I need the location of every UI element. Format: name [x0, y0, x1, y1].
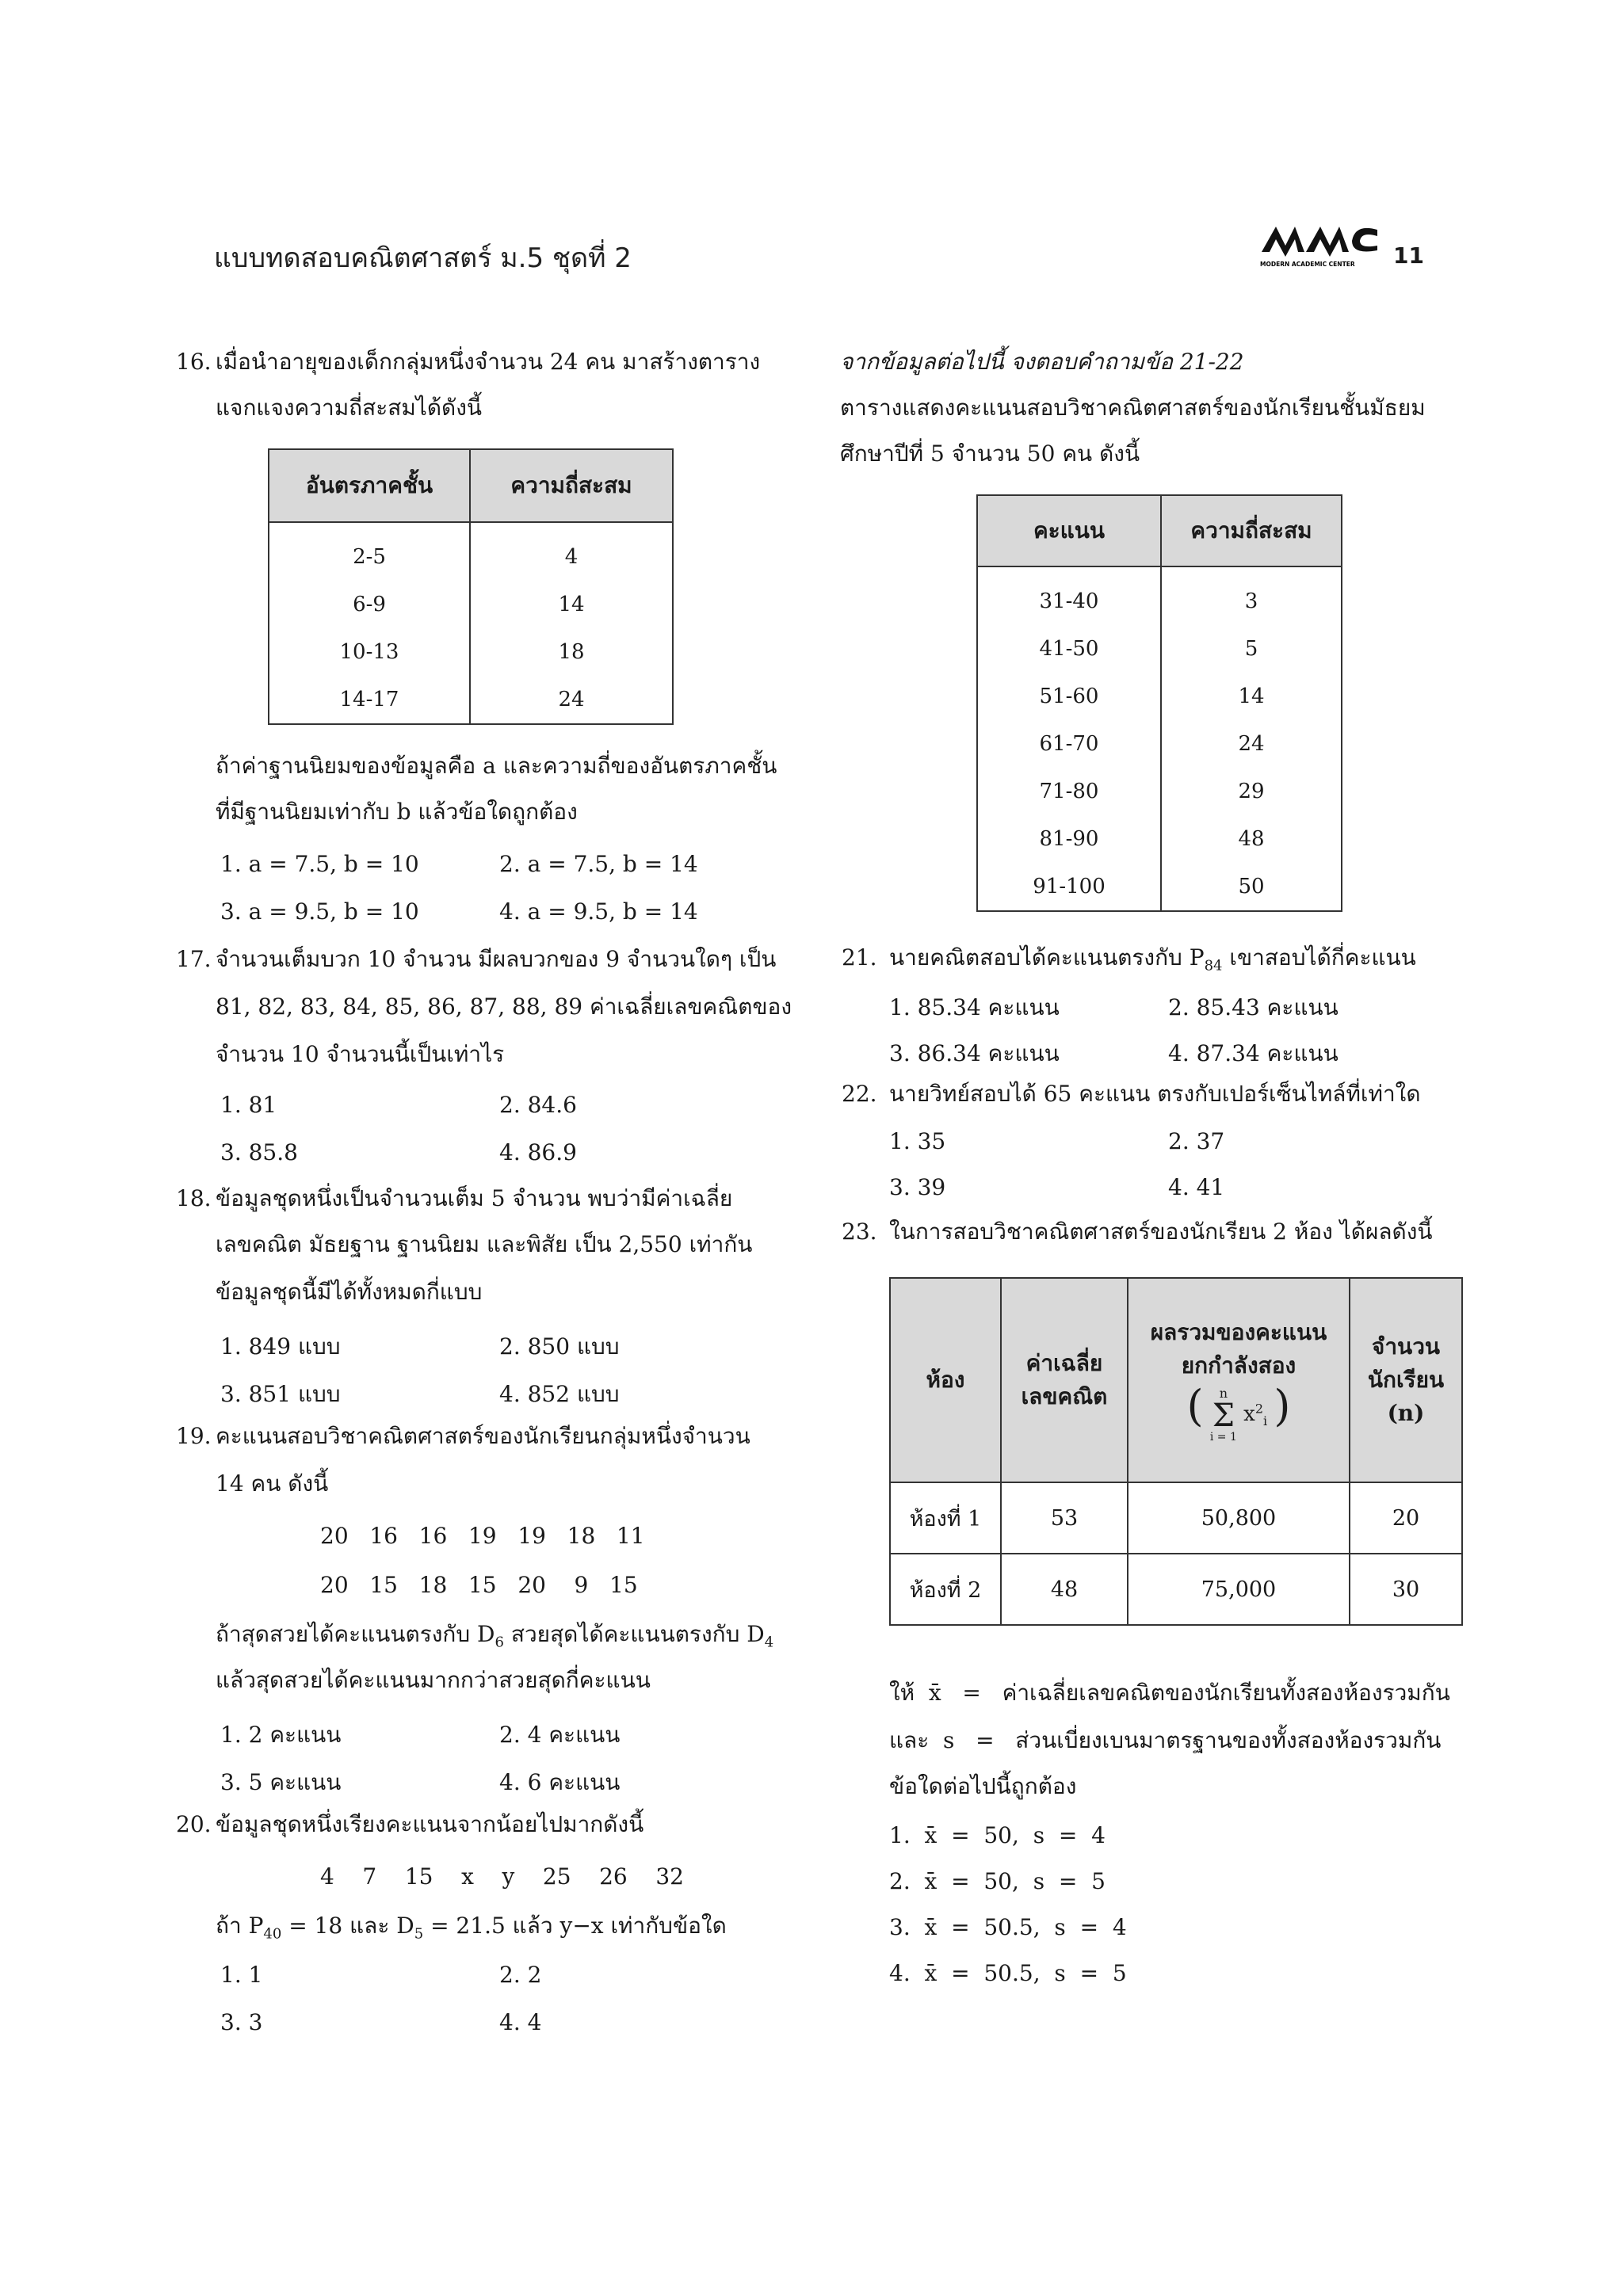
table-row: [977, 768, 1342, 815]
q19-option-3: 3. 5 คะแนน: [220, 1769, 342, 1795]
q23-after-2: และ s = ส่วนเบี่ยงเบนมาตรฐานของทั้งสองห้องรวมกัน: [889, 1727, 1442, 1753]
intro-2122-heading: จากข้อมูลต่อไปนี้ จงตอบคำถามข้อ 21-22: [840, 349, 1244, 375]
q16-table-header: [269, 449, 673, 522]
table-row: [269, 522, 673, 581]
q16-after-1: ถ้าค่าฐานนิยมของข้อมูลคือ a และความถี่ของอันตรภาคชั้น: [216, 753, 777, 779]
q21-option-1: 1. 85.34 คะแนน: [889, 994, 1060, 1020]
q22-option-4: 4. 41: [1168, 1174, 1225, 1200]
q20-number: 20.: [176, 1811, 212, 1837]
q20-after-c: = 21.5 แล้ว y−x เท่ากับข้อใด: [423, 1913, 727, 1939]
page-number: 11: [1393, 242, 1424, 269]
q22-text: นายวิทย์สอบได้ 65 คะแนน ตรงกับเปอร์เซ็นไทล์ที่เท่าใด: [889, 1081, 1421, 1107]
q21-option-3: 3. 86.34 คะแนน: [889, 1040, 1060, 1066]
q20-option-3: 3. 3: [220, 2009, 263, 2035]
q18-text-1: ข้อมูลชุดหนึ่งเป็นจำนวนเต็ม 5 จำนวน พบว่ามีค่าเฉลี่ย: [216, 1185, 733, 1211]
table-row: [977, 673, 1342, 720]
q19-option-4: 4. 6 คะแนน: [499, 1769, 621, 1795]
score-cell: 29: [1161, 768, 1342, 815]
q19-after-1: [216, 1621, 773, 1651]
score-cell: 61-70: [977, 720, 1161, 768]
q17-option-1: 1. 81: [220, 1092, 277, 1118]
room-cell: 75,000: [1128, 1554, 1350, 1625]
q16-header-class: อันตรภาคชั้น: [269, 449, 470, 522]
q23-after-1: ให้ x̄ = ค่าเฉลี่ยเลขคณิตของนักเรียนทั้งสองห้องรวมกัน: [889, 1680, 1450, 1706]
q20-after-b: = 18 และ D: [281, 1913, 414, 1939]
q19-sub-1: 6: [495, 1634, 504, 1651]
logo-text: MODERN ACADEMIC CENTER: [1260, 261, 1355, 268]
room-header-count-3: (n): [1387, 1400, 1425, 1426]
sigma-icon: Σ: [1212, 1398, 1235, 1435]
q17-text-2: 81, 82, 83, 84, 85, 86, 87, 88, 89 ค่าเฉลี่ยเลขคณิตของ: [216, 994, 792, 1020]
room-cell: 50,800: [1128, 1482, 1350, 1554]
q17-text-3: จำนวน 10 จำนวนนี้เป็นเท่าไร: [216, 1041, 505, 1067]
q17-option-4: 4. 86.9: [499, 1139, 577, 1165]
q20-sub-1: 40: [263, 1925, 282, 1943]
q18-option-2: 2. 850 แบบ: [499, 1333, 620, 1360]
q19-after-1b: สวยสุดได้คะแนนตรงกับ D: [503, 1621, 765, 1647]
q16-after-2: ที่มีฐานนิยมเท่ากับ b แล้วข้อใดถูกต้อง: [216, 799, 578, 825]
score-cell: 14: [1161, 673, 1342, 720]
score-header-score: คะแนน: [977, 495, 1161, 566]
page-title: แบบทดสอบคณิตศาสตร์ ม.5 ชุดที่ 2: [214, 242, 632, 274]
q20-option-4: 4. 4: [499, 2009, 542, 2035]
q17-option-2: 2. 84.6: [499, 1092, 577, 1118]
table-row: [977, 625, 1342, 673]
q20-option-1: 1. 1: [220, 1962, 263, 1988]
q16-cell: 4: [470, 522, 673, 581]
q18-text-2: เลขคณิต มัธยฐาน ฐานนิยม และพิสัย เป็น 2,550 เท่ากัน: [216, 1231, 753, 1257]
q19-text-2: 14 คน ดังนี้: [216, 1470, 329, 1497]
q16-cell: 18: [470, 628, 673, 676]
sigma-sup: 2: [1254, 1401, 1263, 1417]
table-row: [269, 581, 673, 628]
q21-sub: 84: [1204, 957, 1223, 974]
q16-cell: 2-5: [269, 522, 470, 581]
q18-option-3: 3. 851 แบบ: [220, 1381, 341, 1407]
score-table: [976, 494, 1342, 912]
q23-text: ในการสอบวิชาคณิตศาสตร์ของนักเรียน 2 ห้อง ได้ผลดังนี้: [889, 1219, 1433, 1245]
q16-table: [268, 448, 674, 725]
room-header-room: ห้อง: [890, 1278, 1001, 1482]
table-row: [977, 863, 1342, 911]
q23-number: 23.: [842, 1219, 877, 1245]
q16-cell: 14-17: [269, 676, 470, 724]
q23-option-1: 1. x̄ = 50, s = 4: [889, 1822, 1106, 1848]
q18-text-3: ข้อมูลชุดนี้มีได้ทั้งหมดกี่แบบ: [216, 1279, 483, 1305]
q19-text-1: คะแนนสอบวิชาคณิตศาสตร์ของนักเรียนกลุ่มหนึ่งจำนวน: [216, 1423, 750, 1449]
q18-number: 18.: [176, 1185, 212, 1211]
q22-option-3: 3. 39: [889, 1174, 946, 1200]
room-header-count-2: นักเรียน: [1367, 1367, 1445, 1393]
q22-number: 22.: [842, 1081, 877, 1107]
room-table-header: [890, 1278, 1462, 1482]
q23-option-4: 4. x̄ = 50.5, s = 5: [889, 1960, 1127, 1986]
table-row: [269, 676, 673, 724]
score-cell: 5: [1161, 625, 1342, 673]
room-cell: 53: [1001, 1482, 1128, 1554]
mac-logo: [1258, 215, 1385, 271]
sigma-top: n: [1219, 1385, 1228, 1401]
q21-option-2: 2. 85.43 คะแนน: [1168, 994, 1338, 1020]
room-table: [889, 1277, 1463, 1626]
q19-option-1: 1. 2 คะแนน: [220, 1722, 342, 1748]
room-header-mean: [1001, 1278, 1128, 1482]
table-row: [890, 1554, 1462, 1625]
table-row: [269, 628, 673, 676]
q23-after-3: ข้อใดต่อไปนี้ถูกต้อง: [889, 1773, 1077, 1799]
sigma-bottom: i = 1: [1209, 1431, 1237, 1444]
q18-option-4: 4. 852 แบบ: [499, 1381, 620, 1407]
table-row: [977, 815, 1342, 863]
room-cell: 20: [1350, 1482, 1462, 1554]
sigma-sub: i: [1263, 1413, 1268, 1429]
q19-number: 19.: [176, 1423, 212, 1449]
q21-option-4: 4. 87.34 คะแนน: [1168, 1040, 1338, 1066]
q16-cell: 24: [470, 676, 673, 724]
q17-text-1: จำนวนเต็มบวก 10 จำนวน มีผลบวกของ 9 จำนวนใดๆ เป็น: [216, 946, 777, 972]
q22-option-2: 2. 37: [1168, 1128, 1225, 1154]
room-cell: ห้องที่ 2: [890, 1554, 1001, 1625]
q16-cell: 10-13: [269, 628, 470, 676]
q19-data-2: 20 15 18 15 20 9 15: [320, 1572, 638, 1598]
q19-option-2: 2. 4 คะแนน: [499, 1722, 621, 1748]
q22-option-1: 1. 35: [889, 1128, 946, 1154]
score-table-header: [977, 495, 1342, 566]
sigma-expression: ( n Σ i = 1 $x^2_i$ ): [1186, 1381, 1291, 1444]
room-header-sumsq-2: ยกกำลังสอง: [1181, 1352, 1296, 1379]
table-row: [977, 566, 1342, 625]
room-header-count: [1350, 1278, 1462, 1482]
q20-text-1: ข้อมูลชุดหนึ่งเรียงคะแนนจากน้อยไปมากดังนี้: [216, 1811, 644, 1837]
q19-after-1a: ถ้าสุดสวยได้คะแนนตรงกับ D: [216, 1621, 495, 1647]
intro-2122-text-2: ศึกษาปีที่ 5 จำนวน 50 คน ดังนี้: [840, 441, 1140, 467]
score-cell: 31-40: [977, 566, 1161, 625]
q21-text-a: นายคณิตสอบได้คะแนนตรงกับ P: [889, 944, 1205, 971]
room-header-mean-1: ค่าเฉลี่ย: [1025, 1350, 1103, 1376]
q19-data-1: 20 16 16 19 19 18 11: [320, 1523, 645, 1549]
q23-option-2: 2. x̄ = 50, s = 5: [889, 1868, 1106, 1894]
q17-option-3: 3. 85.8: [220, 1139, 298, 1165]
score-cell: 41-50: [977, 625, 1161, 673]
room-header-mean-2: เลขคณิต: [1021, 1383, 1108, 1409]
score-header-cumfreq: ความถี่สะสม: [1161, 495, 1342, 566]
q19-after-2: แล้วสุดสวยได้คะแนนมากกว่าสวยสุดกี่คะแนน: [216, 1667, 651, 1693]
mac-logo-icon: [1258, 215, 1385, 271]
q16-number: 16.: [176, 349, 212, 375]
intro-2122-text-1: ตารางแสดงคะแนนสอบวิชาคณิตศาสตร์ของนักเรียนชั้นมัธยม: [840, 395, 1426, 421]
sigma-term: x: [1243, 1402, 1255, 1427]
score-cell: 50: [1161, 863, 1342, 911]
q18-option-1: 1. 849 แบบ: [220, 1333, 341, 1360]
q21-text-b: เขาสอบได้กี่คะแนน: [1222, 944, 1416, 971]
room-cell: 30: [1350, 1554, 1462, 1625]
score-cell: 51-60: [977, 673, 1161, 720]
q20-after-a: ถ้า P: [216, 1913, 264, 1939]
table-row: [890, 1482, 1462, 1554]
q16-option-3: 3. a = 9.5, b = 10: [220, 898, 419, 925]
q16-text-1: เมื่อนำอายุของเด็กกลุ่มหนึ่งจำนวน 24 คน มาสร้างตาราง: [216, 349, 761, 375]
table-row: [977, 720, 1342, 768]
room-header-sumsq-1: ผลรวมของคะแนน: [1150, 1319, 1327, 1346]
q20-sub-2: 5: [414, 1925, 424, 1943]
q16-option-4: 4. a = 9.5, b = 14: [499, 898, 698, 925]
q20-option-2: 2. 2: [499, 1962, 542, 1988]
room-cell: 48: [1001, 1554, 1128, 1625]
q20-after: [216, 1913, 727, 1943]
q20-data: 4 7 15 x y 25 26 32: [320, 1863, 684, 1890]
q19-sub-2: 4: [764, 1634, 774, 1651]
q16-option-2: 2. a = 7.5, b = 14: [499, 851, 698, 877]
score-cell: 81-90: [977, 815, 1161, 863]
q16-option-1: 1. a = 7.5, b = 10: [220, 851, 419, 877]
q21-number: 21.: [842, 944, 877, 971]
sigma-block: [1210, 1386, 1237, 1444]
q16-text-2: แจกแจงความถี่สะสมได้ดังนี้: [216, 395, 483, 421]
room-header-count-1: จำนวน: [1371, 1333, 1441, 1360]
score-cell: 24: [1161, 720, 1342, 768]
score-cell: 71-80: [977, 768, 1161, 815]
q16-header-cumfreq: ความถี่สะสม: [470, 449, 673, 522]
score-cell: 48: [1161, 815, 1342, 863]
room-cell: ห้องที่ 1: [890, 1482, 1001, 1554]
q16-cell: 14: [470, 581, 673, 628]
room-header-sumsq: [1128, 1278, 1350, 1482]
q21-text: [889, 944, 1416, 974]
q23-option-3: 3. x̄ = 50.5, s = 4: [889, 1914, 1127, 1940]
q16-cell: 6-9: [269, 581, 470, 628]
score-cell: 3: [1161, 566, 1342, 625]
q17-number: 17.: [176, 946, 212, 972]
score-cell: 91-100: [977, 863, 1161, 911]
